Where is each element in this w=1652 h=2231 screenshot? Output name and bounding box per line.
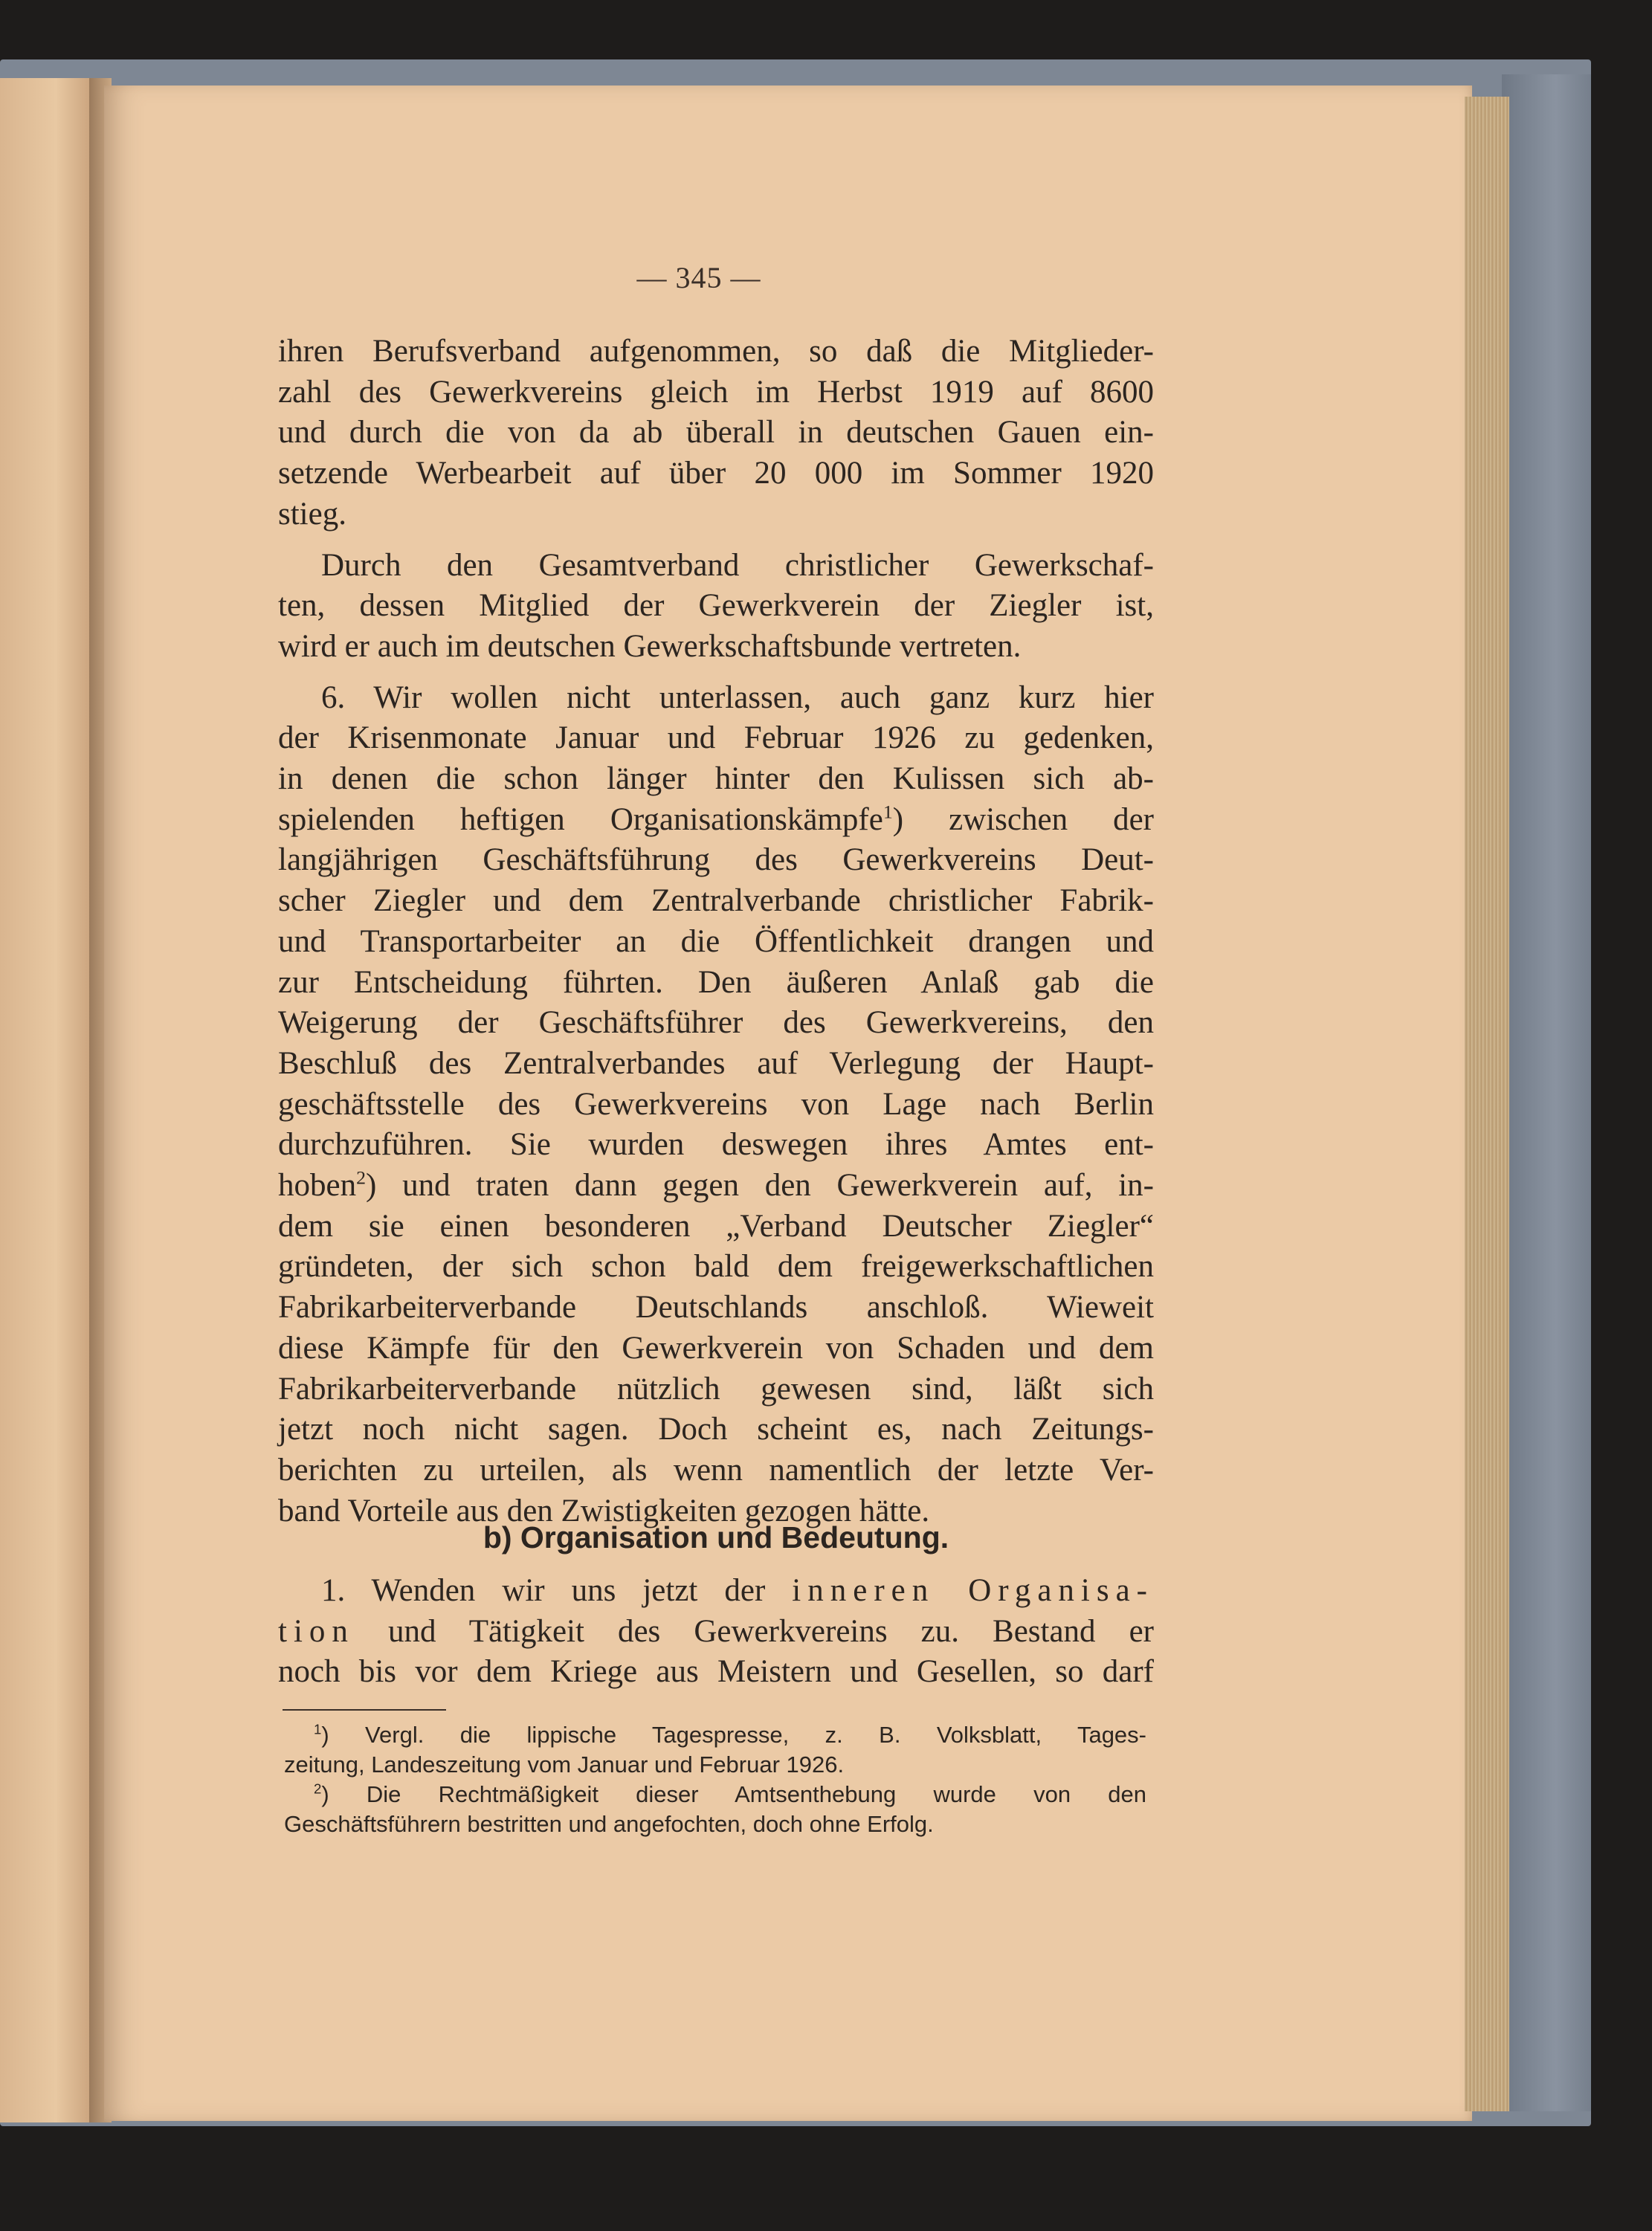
footnote-line: Geschäftsführern bestritten und angefochten, doch ohne Erfolg. — [284, 1811, 934, 1837]
text-line: setzende Werbearbeit auf über 20 000 im Sommer 1920 — [278, 456, 1154, 491]
text-line: berichten zu urteilen, als wenn namentlich der letzte Ver- — [278, 1452, 1154, 1488]
text-line: wird er auch im deutschen Gewerkschaftsbunde vertreten. — [278, 628, 1022, 664]
text-line: zur Entscheidung führten. Den äußeren Anlaß gab die — [278, 964, 1154, 1000]
text-line: gründeten, der sich schon bald dem freigewerkschaftlichen — [278, 1249, 1154, 1285]
text-line: und durch die von da ab überall in deutschen Gauen ein- — [278, 415, 1154, 451]
text-line: durchzuführen. Sie wurden deswegen ihres Amtes ent- — [278, 1127, 1154, 1163]
text-line: zahl des Gewerkvereins gleich im Herbst 1919 auf 8600 — [278, 374, 1154, 410]
text-line: Durch den Gesamtverband christlicher Gewerkschaf- — [321, 547, 1154, 583]
text-line: ten, dessen Mitglied der Gewerkverein der Ziegler ist, — [278, 588, 1154, 624]
text-span: und Tätigkeit des Gewerkvereins zu. Bestand er — [354, 1613, 1154, 1649]
text-line — [278, 1166, 1154, 1207]
page-block-edge — [1465, 97, 1509, 2111]
footnote-line — [284, 1780, 1146, 1809]
body-text-continued — [278, 1571, 1154, 1693]
text-line: in denen die schon länger hinter den Kulissen sich ab- — [278, 761, 1154, 797]
text-line: noch bis vor dem Kriege aus Meistern und Gesellen, so darf — [278, 1654, 1154, 1690]
text-line: ihren Berufsverband aufgenommen, so daß die Mitglieder- — [278, 334, 1154, 369]
text-line: band Vorteile aus den Zwistigkeiten gezogen hätte. — [278, 1493, 930, 1528]
text-line: 6. Wir wollen nicht unterlassen, auch ganz kurz hier — [321, 679, 1154, 715]
text-line: langjährigen Geschäftsführung des Gewerkvereins Deut- — [278, 842, 1154, 878]
left-page-edge — [0, 78, 93, 2122]
text-span: ) und traten dann gegen den Gewerkverein auf, in- — [366, 1168, 1154, 1204]
footnote-rule — [283, 1709, 446, 1711]
text-line: geschäftsstelle des Gewerkvereins von Lage nach Berlin — [278, 1086, 1154, 1122]
text-line: scher Ziegler und dem Zentralverbande christlicher Fabrik- — [278, 883, 1154, 919]
text-line: dem sie einen besonderen „Verband Deutscher Ziegler“ — [278, 1208, 1154, 1244]
footnote-marker: 2 — [314, 1780, 322, 1797]
text-line — [278, 1612, 1154, 1653]
text-line: diese Kämpfe für den Gewerkverein von Schaden und dem — [278, 1330, 1154, 1366]
text-line: Fabrikarbeiterverbande nützlich gewesen sind, läßt sich — [278, 1371, 1154, 1407]
text-line: der Krisenmonate Januar und Februar 1926 zu gedenken, — [278, 720, 1154, 756]
footnote-ref: 2 — [356, 1166, 366, 1189]
spaced-emphasis: tion — [278, 1613, 355, 1649]
text-span: 1. Wenden wir uns jetzt der — [321, 1573, 793, 1608]
spaced-emphasis: inneren Organisa- — [792, 1573, 1154, 1608]
text-span: ) Die Rechtmäßigkeit dieser Amtsenthebung wurde von den — [321, 1781, 1146, 1807]
text-line: Fabrikarbeiterverbande Deutschlands anschloß. Wieweit — [278, 1290, 1154, 1326]
footnote-marker: 1 — [314, 1721, 322, 1737]
body-text — [278, 332, 1154, 1531]
footnote-line — [284, 1720, 1146, 1750]
cover-edge — [1502, 74, 1591, 2111]
text-line: Weigerung der Geschäftsführer des Gewerkvereins, den — [278, 1005, 1154, 1041]
footnote-ref: 1 — [883, 801, 893, 823]
text-span: ) Vergl. die lippische Tagespresse, z. B. Volksblatt, Tages- — [321, 1722, 1146, 1748]
footnote-line: zeitung, Landeszeitung vom Januar und Februar 1926. — [284, 1751, 845, 1778]
section-heading: b) Organisation und Bedeutung. — [483, 1520, 949, 1554]
text-line: und Transportarbeiter an die Öffentlichkeit drangen und — [278, 923, 1154, 959]
text-line — [278, 800, 1154, 841]
text-line: stieg. — [278, 496, 346, 532]
text-span: spielenden heftigen Organisationskämpfe — [278, 801, 883, 837]
text-line: jetzt noch nicht sagen. Doch scheint es, nach Zeitungs- — [278, 1412, 1154, 1447]
text-span: ) zwischen der — [892, 801, 1154, 837]
footnotes — [284, 1720, 1146, 1839]
text-line — [278, 1571, 1154, 1612]
text-line: Beschluß des Zentralverbandes auf Verlegung der Haupt- — [278, 1045, 1154, 1081]
text-span: hoben — [278, 1168, 357, 1204]
page-number: — 345 — — [636, 261, 761, 294]
